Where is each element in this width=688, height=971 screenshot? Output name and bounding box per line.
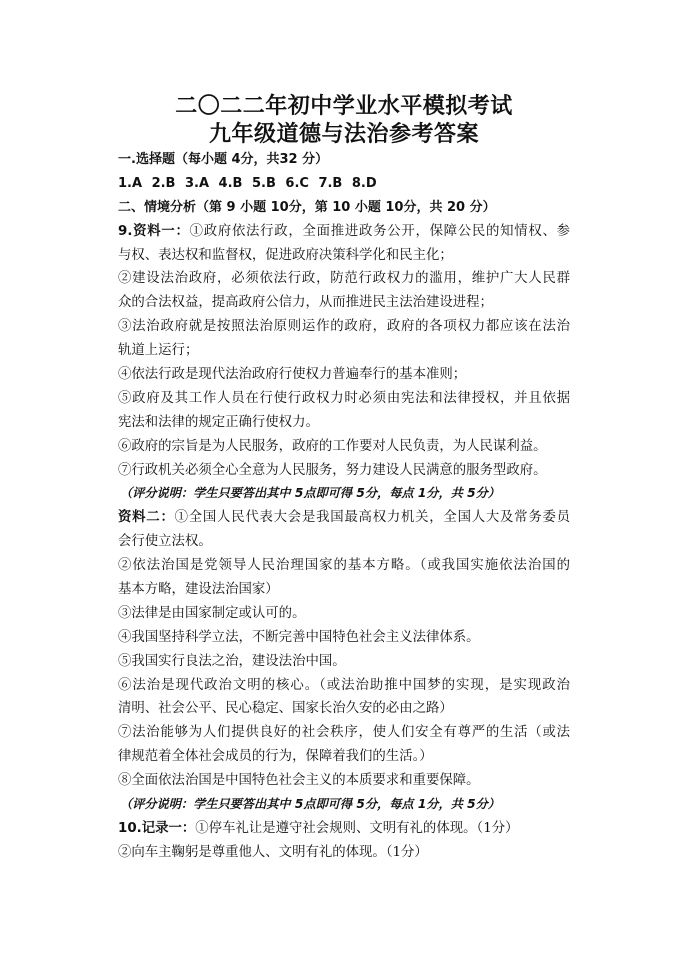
q9-material1-line-10: ⑥政府的宗旨是为人民服务，政府的工作要对人民负责，为人民谋利益。 <box>118 438 547 454</box>
q9-material2-line-1 <box>118 506 570 530</box>
q9-material2-line-2: 会行使立法权。 <box>118 534 212 550</box>
q9-material1-line-11: ⑦行政机关必须全心全意为人民服务，努力建设人民满意的服务型政府。 <box>118 462 547 478</box>
q9-material2-label: 资料二： <box>118 510 175 526</box>
q9-material1-line-1 <box>118 220 570 244</box>
q9-material2-line-12: ⑧全面依法治国是中国特色社会主义的本质要求和重要保障。 <box>118 773 480 789</box>
q9-material2-text-1: ①全国人民代表大会是我国最高权力机关，全国人大及常务委员 <box>174 510 570 526</box>
q9-material1-label: 9.资料一： <box>118 223 190 239</box>
q9-material1-scoring-note: （评分说明：学生只要答出其中 5点即可得 5分，每点 1分，共 5分） <box>120 486 500 501</box>
page-subtitle: 九年级道德与法治参考答案 <box>208 121 479 147</box>
q9-material1-text-1: ①政府依法行政，全面推进政务公开，保障公民的知情权、参 <box>189 223 570 239</box>
q9-material2-line-9: 清明、社会公平、民心稳定、国家长治久安的必由之路） <box>118 701 453 717</box>
choice-answers: 1.A 2.B 3.A 4.B 5.B 6.C 7.B 8.D <box>118 175 377 191</box>
page-title: 二〇二二年初中学业水平模拟考试 <box>175 93 513 119</box>
q9-material2-line-10: ⑦法治能够为人们提供良好的社会秩序，使人们安全有尊严的生活（或法 <box>118 725 570 741</box>
q10-record1-text-1: ①停车礼让是遵守社会规则、文明有礼的体现。（1分） <box>195 820 519 836</box>
q9-material2-line-7: ⑤我国实行良法之治，建设法治中国。 <box>118 653 346 669</box>
q10-record1-line-1 <box>118 817 570 841</box>
q9-material1-line-5: ③法治政府就是按照法治原则运作的政府，政府的各项权力都应该在法治 <box>118 319 570 335</box>
q9-material1-line-9: 宪法和法律的规定正确行使权力。 <box>118 414 319 430</box>
section1-heading: 一.选择题（每小题 4分，共32 分） <box>118 152 329 167</box>
q9-material2-line-11: 律规范着全体社会成员的行为，保障着我们的生活。） <box>118 749 433 765</box>
q9-material2-scoring-note: （评分说明：学生只要答出其中 5点即可得 5分，每点 1分，共 5分） <box>120 797 500 812</box>
answer-content <box>118 148 570 865</box>
q9-material2-line-8: ⑥法治是现代政治文明的核心。（或法治助推中国梦的实现，是实现政治 <box>118 677 570 693</box>
section2-heading: 二、情境分析（第 9 小题 10分，第 10 小题 10分，共 20 分） <box>118 199 496 215</box>
q9-material1-line-3: ②建设法治政府，必须依法行政，防范行政权力的滥用，维护广大人民群 <box>118 271 570 287</box>
q9-material2-line-5: ③法律是由国家制定或认可的。 <box>118 605 306 621</box>
q10-record1-label: 10.记录一： <box>118 820 196 836</box>
q9-material1-line-7: ④依法行政是现代法治政府行使权力普遍奉行的基本准则； <box>118 367 467 383</box>
q10-record1-line-2: ②向车主鞠躬是尊重他人、文明有礼的体现。（1分） <box>118 844 428 860</box>
q9-material1-line-6: 轨道上运行； <box>118 343 199 359</box>
q9-material1-line-4: 众的合法权益，提高政府公信力，从而推进民主法治建设进程； <box>118 295 493 311</box>
q9-material1-line-8: ⑤政府及其工作人员在行使行政权力时必须由宪法和法律授权，并且依据 <box>118 390 570 406</box>
q9-material2-line-6: ④我国坚持科学立法，不断完善中国特色社会主义法律体系。 <box>118 629 480 645</box>
q9-material2-line-4: 基本方略，建设法治国家） <box>118 582 279 598</box>
q9-material2-line-3: ②依法治国是党领导人民治理国家的基本方略。（或我国实施依法治国的 <box>118 558 570 574</box>
q9-material1-line-2: 与权、表达权和监督权，促进政府决策科学化和民主化； <box>118 247 453 263</box>
